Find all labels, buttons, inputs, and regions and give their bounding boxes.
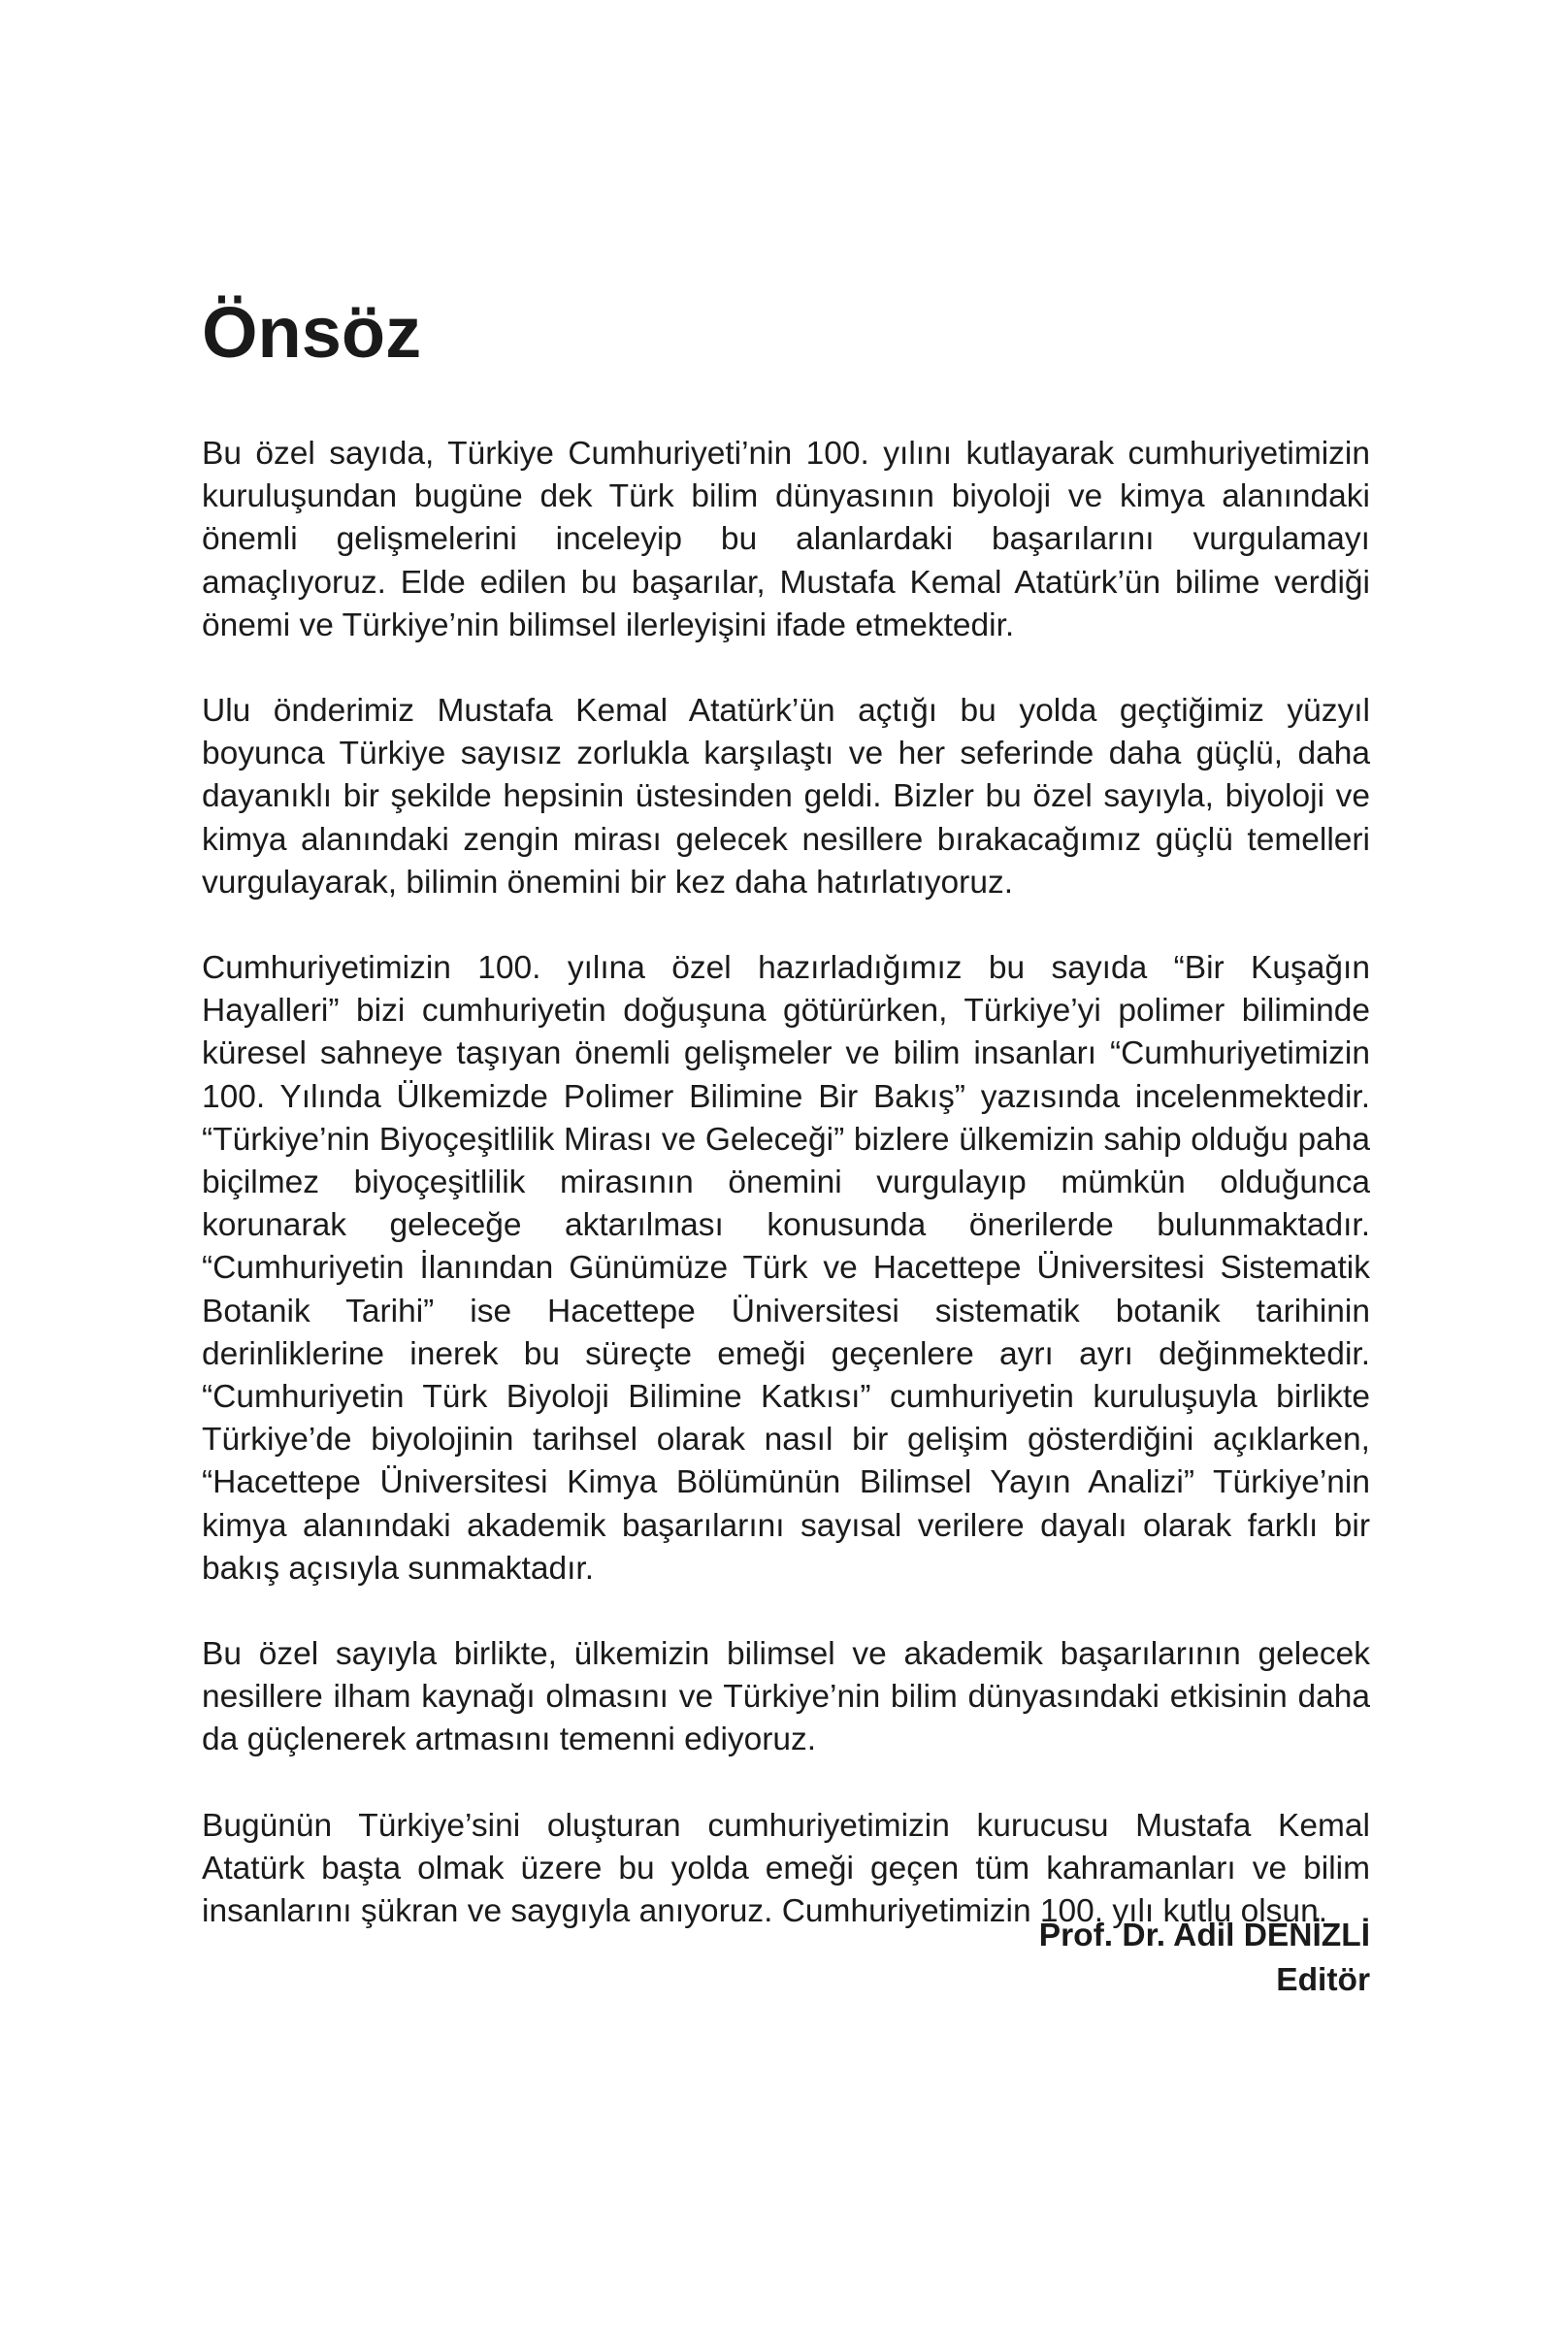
signature-name: Prof. Dr. Adil DENİZLİ <box>1038 1918 1370 1953</box>
preface-body <box>202 433 1370 1976</box>
paragraph-1: Bu özel sayıda, Türkiye Cumhuriyeti’nin 100. yılını kutlayarak cumhuriyetimizin kuruluşundan bugüne dek Türk bilim dünyasının biyoloji ve kimya alanındaki önemli gelişmelerini inceleyip bu alanlardaki başarılarını vurgulamayı amaçlıyoruz. Elde edilen bu başarılar, Mustafa Kemal Atatürk’ün bilime verdiği önemi ve Türkiye’nin bilimsel ilerleyişini ifade etmektedir. <box>202 436 1370 643</box>
paragraph-2: Ulu önderimiz Mustafa Kemal Atatürk’ün açtığı bu yolda geçtiğimiz yüzyıl boyunca Türkiye sayısız zorlukla karşılaştı ve her seferinde daha güçlü, daha dayanıklı bir şekilde hepsinin üstesinden geldi. Bizler bu özel sayıyla, biyoloji ve kimya alanındaki zengin mirası gelecek nesillere bırakacağımız güçlü temelleri vurgulayarak, bilimin önemini bir kez daha hatırlatıyoruz. <box>202 693 1370 901</box>
signature-block <box>1039 1914 1370 2003</box>
signature-role: Editör <box>1276 1962 1370 1998</box>
page-title: Önsöz <box>202 292 422 373</box>
paragraph-4: Bu özel sayıyla birlikte, ülkemizin bilimsel ve akademik başarılarının gelecek nesillere ilham kaynağı olmasını ve Türkiye’nin bilim dünyasındaki etkisinin daha da güçlenerek artmasını temenni ediyoruz. <box>202 1636 1370 1758</box>
paragraph-3: Cumhuriyetimizin 100. yılına özel hazırladığımız bu sayıda “Bir Kuşağın Hayalleri” bizi cumhuriyetin doğuşuna götürürken, Türkiye’yi polimer biliminde küresel sahneye taşıyan önemli gelişmeler ve bilim insanları “Cumhuriyetimizin 100. Yılında Ülkemizde Polimer Bilimine Bir Bakış” yazısında incelenmektedir. “Türkiye’nin Biyoçeşitlilik Mirası ve Geleceği” bizlere ülkemizin sahip olduğu paha biçilmez biyoçeşitlilik mirasının önemini vurgulayıp mümkün olduğunca korunarak geleceğe aktarılması konusunda önerilerde bulunmaktadır. “Cumhuriyetin İlanından Günümüze Türk ve Hacettepe Üniversitesi Sistematik Botanik Tarihi” ise Hacettepe Üniversitesi sistematik botanik tarihinin derinliklerine inerek bu süreçte emeği geçenlere ayrı ayrı değinmektedir. “Cumhuriyetin Türk Biyoloji Bilimine Katkısı” cumhuriyetin kuruluşuyla birlikte Türkiye’de biyolojinin tarihsel olarak nasıl bir gelişim gösterdiğini açıklarken, “Hacettepe Üniversitesi Kimya Bölümünün Bilimsel Yayın Analizi” Türkiye’nin kimya alanındaki akademik başarılarını sayısal verilere dayalı olarak farklı bir bakış açısıyla sunmaktadır. <box>202 950 1370 1587</box>
paragraph-5: Bugünün Türkiye’sini oluşturan cumhuriyetimizin kurucusu Mustafa Kemal Atatürk başta olmak üzere bu yolda emeği geçen tüm kahramanları ve bilim insanlarını şükran ve saygıyla anıyoruz. Cumhuriyetimizin 100. yılı kutlu olsun. <box>202 1807 1370 1930</box>
